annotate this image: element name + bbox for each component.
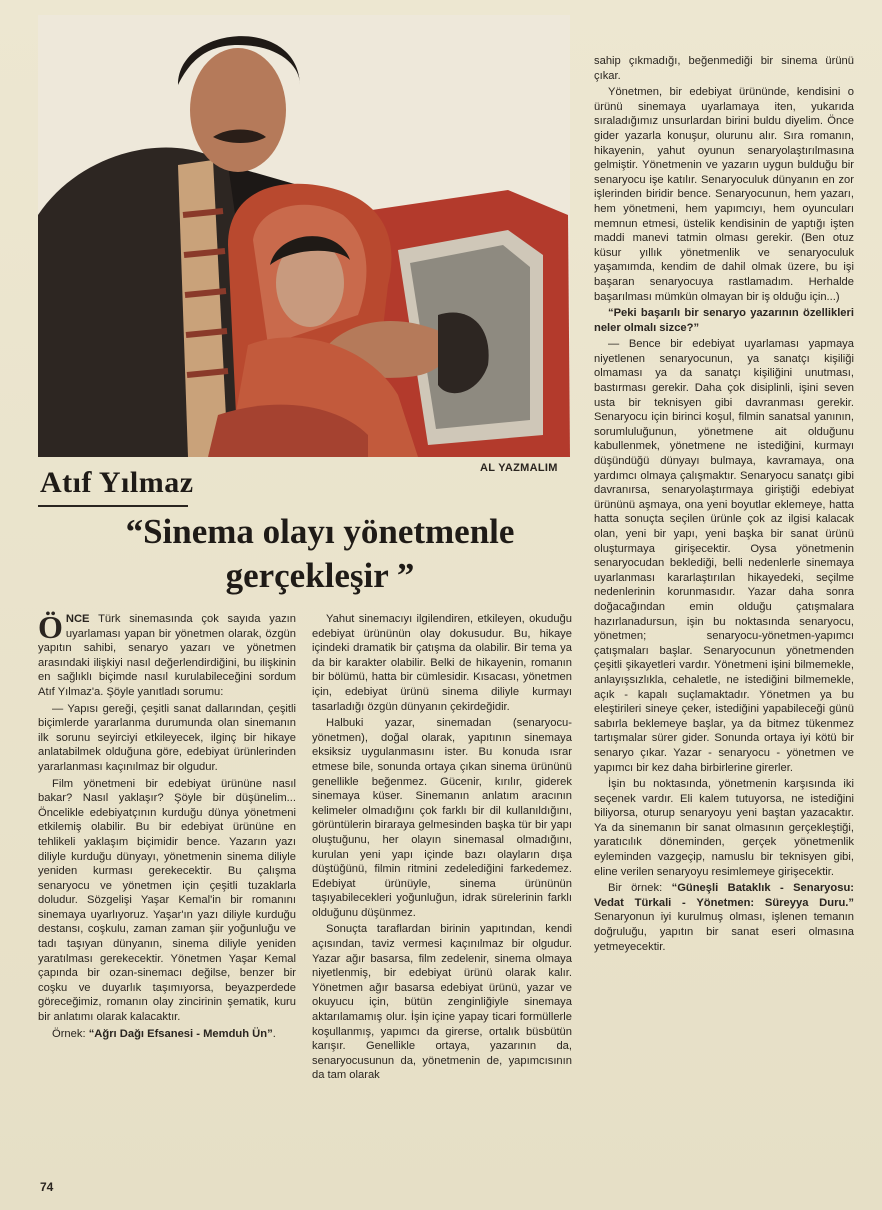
paragraph: — Yapısı gereği, çeşitli sanat dallarından, çeşitli biçimlerde yararlanma durumunda olan sinemanın ilk sorunu seyirciyi etkileyecek, ilginç bir hikaye anlatabilmek olduğuna göre, edebiyat ürünlerinden yararlanması kaçınılmaz bir olgudur.: [38, 702, 296, 773]
text-column-1: [38, 609, 296, 1043]
paragraph: [594, 881, 854, 954]
lead-word: NCE: [65, 613, 90, 625]
example-title: “Ağrı Dağı Efsanesi - Memduh Ün”: [88, 1027, 273, 1040]
paragraph: Yönetmen, bir edebiyat ürününde, kendisini o ürünü sinemaya uyarlamaya iten, yukarıda sıraladığımız unsurlardan birini buldu diyelim. Önce gider yazarla konuşur, olurunu alır. Sıra romanın, hikayenin, yahut oyunun senaryolaştırılmasına gelmiştir. Yönetmenin ve yazarın uygun bulduğu bir senaryocu işe katılır. Senaryoculuk dünyanın en zor işlerinden biridir bence. Senaryocunun, hem yazarı, hem yönetmeni, hem yapımcıyı, hem oyuncuları memnun etmesi, üstelik kendisinin de yaptığı işten maddi manevi tatmin olması gerekir. (Ben otuz küsur yıllık yönetmenlik ve senaryoculuk yaşamımda, kendim de dahil olmak üzere, bu işi başaran senaryocuya rastlamadım. Herhalde başarılması mümkün olmayan bir iş olduğu için...): [594, 86, 854, 303]
example-lead: Bir örnek:: [608, 882, 672, 895]
text-column-2: [312, 612, 572, 1085]
example-end: Senaryonun iyi kurulmuş olması, işlenen temanın doğruluğu, yapıtın bir sanat eseri olmasına yetmeyecektir.: [594, 911, 854, 953]
paragraph: İşin bu noktasında, yönetmenin karşısında iki seçenek vardır. Eli kalem tutuyorsa, ne istediğini biliyorsa, oturup senaryoyu yeni baştan yazacaktır. Ya da sinemanın bir sanat olmasının gerçekleştiği, yaratıcılık döneminden, gerçek yönetmenlik eyleminden vazgeçip, namuslu bir teknisyen gibi, eline verilen senaryoyu resimlemeye girişecektir.: [594, 778, 854, 878]
interview-question: “Peki başarılı bir senaryo yazarının özellikleri neler olmalı sizce?”: [594, 307, 854, 334]
paragraph-text: Türk sinemasında çok sayıda yazın uyarlaması yapan bir yönetmen olarak, özgün yapıtın sahibi, senaryo yazarı ve yönetmen arasındaki ilişkiyi nasıl değerlendirdiğini, bu ilişkinin en sağlıklı biçimde nasıl kurulabileceğini sordum Atıf Yılmaz'a. Şöyle yanıtladı sorumu:: [38, 613, 296, 698]
paragraph: sahip çıkmadığı, beğenmediği bir sinema ürünü çıkar.: [594, 55, 854, 82]
example-end: .: [272, 1027, 276, 1040]
author-name: Atıf Yılmaz: [40, 466, 194, 499]
paragraph: [38, 1027, 296, 1042]
text-column-3: [594, 54, 854, 956]
film-still-illustration: [38, 15, 570, 457]
example-lead: Örnek:: [52, 1027, 89, 1040]
author-underline: [38, 505, 188, 507]
paragraph: Yahut sinemacıyı ilgilendiren, etkileyen, okuduğu edebiyat ürününün olay dokusudur. Bu, hikaye içindeki dramatik bir çatışma da olabilir. Bir tema ya da bir karakter olabilir. Belki de hikayenin, romanın bir bölümü, hatta bir cümlesidir. Kısacası, yönetmen için, edebiyat ürünü sinema diliyle kurmayı tasarladığı özgün dünyanın çekirdeğidir.: [312, 613, 572, 713]
paragraph: [38, 609, 296, 700]
paragraph: Halbuki yazar, sinemadan (senaryocu-yönetmen), doğal olarak, yapıtının sinemaya eksiksiz uygulanmasını ister. Bu konuda ısrar etmese bile, sonunda ortaya çıkan sinema ürününü genellikle beğenmez. Gücenir, kırılır, giderek sinemaya küser. Sinemanın anlatım aracının kelimeler olmadığını çok farklı bir dil kullanıldığını, görüntülerin biraraya gelmesinden başka tür bir yapı oluştuğunu, her olayın sinemasal olmadığını, kurulan yeni yapı içinde bazı olayların dışa düştüğünü, filmin ritmini zedelediğini farkedemez. Edebiyat ürünüyle, sinema ürününün taşıyabilecekleri yoğunluğun, idrak sürelerinin farklı olduğunu düşünmez.: [312, 717, 572, 919]
paragraph: Sonuçta taraflardan birinin yapıtından, kendi açısından, taviz vermesi kaçınılmaz bir olgudur. Yazar ağır basarsa, film zedelenir, sinema olmaya niyetlenmiş, bir edebiyat ürünü olarak kalır. Yönetmen ağır basarsa edebiyat ürünü, yazar ve okuyucu için, bütün zenginliğiyle sinemaya aktarılamamış olur. İşin içine yapay ticari formüllerle koşullanmış, yapımcı da girerse, ortalık büsbütün karışır. Genellikle ortaya, yazarının da, senaryocusunun da, yönetmenin de, yapımcısının da tam olarak: [312, 923, 572, 1082]
paragraph: — Bence bir edebiyat uyarlaması yapmaya niyetlenen senaryocunun, ya sanatçı kişiliği olmaması ya da sanatçı kişiliğini unutması, bastırması gerekir. Daha çok disiplinli, işini seven usta bir teknisyen gibi davranması gerekir. Senaryocu için birinci koşul, filmin sanatsal yanının, sorumluluğunun, yönetmene ait olduğunu kabullenmek, yönetmene ne istediğini, kurmayı düşündüğü dünyayı bulmaya, kavramaya, ona yardımcı olmaya çalışmaktır. Senaryocu sanatçı gibi davranırsa, senaryolaştırmaya giriştiği edebiyat ürününü aşmaya, ona yeni boyutlar eklemeye, hatta hatta sonuçta seçilen ürünle çok az ilgisi kalacak olan, yeni bir yapı, yeni başka bir sanat ürünü oluşturmaya girişecektir. Oysa yönetmenin senaryocudan beklediği, belli nedenlerle sinemaya uyarlanması kararlaştırılan hikayedeki, seçilme nedenlerinin korunmasıdır. Yazar daha sonra doğacağından emin olduğu çatışmalara hazırlanadursun, işin bu noktasında senaryocu, yönetmen; senaryocu-yönetmen-yapımcı çatışmaları başlar. Senaryocunun yönetmenden çeşitli şikayetleri vardır. Yönetmeni işini bilmemekle, anlayışsızlıkla, cehaletle, ne istediğini bilmemekle, açık - kapalı suçlamaktadır. Yönetmen ya bu eleştirileri sineye çeker, istediğini yapabileceği günü sabırla beklemeye başlar, ya da bitmez tükenmez tartışmalar sürer gider. Sonunda ortaya iyi kötü bir senaryo çıkar. Yazar - senaryocu - yönetmen ve yapımcı bir kez daha birbirlerine girerler.: [594, 338, 854, 774]
page-number: 74: [40, 1180, 54, 1194]
paragraph: Film yönetmeni bir edebiyat ürününe nasıl bakar? Nasıl yaklaşır? Şöyle bir düşünelim... Öncelikle edebiyatçının kurduğu dünya yönetmeni etkilemiş olabilir. Bu bir edebiyat ürününe en tehlikeli yaklaşım biçimidir bence. Yazarın yazı diliyle kurduğu dünyayı, yönetmenin sinema diliyle yeniden kurması gerekecektir. Bu çalışma senaryocu ve yönetmen için çeşitli tuzaklarla doludur. Sözgelişi Yaşar Kemal'in bir romanını sinemaya uyarlıyoruz. Yaşar'ın yazı diliyle kurduğu destansı, coşkulu, zaman zaman şiir yoğunluğu ve tadı taşıyan dünyanın, sinema diliyle yeniden yaratılması gerekecektir. Yönetmen Yaşar Kemal çapında bir ozan-sinemacı değilse, benzer bir coşku ve duyarlık taşımıyorsa, beyazperdede göreceğimiz, romanın olay zincirinin şematik, kuru bir anlatımı olarak kalacaktır.: [38, 777, 296, 1024]
film-still-photo: [38, 15, 570, 457]
photo-caption: AL YAZMALIM: [480, 462, 558, 474]
drop-cap: Ö: [38, 609, 63, 645]
example-title: “Güneşli Bataklık - Senaryosu: Vedat Türkali - Yönetmen: Süreyya Duru.”: [594, 882, 855, 909]
article-headline: “Sinema olayı yönetmenle gerçekleşir ”: [125, 512, 515, 595]
